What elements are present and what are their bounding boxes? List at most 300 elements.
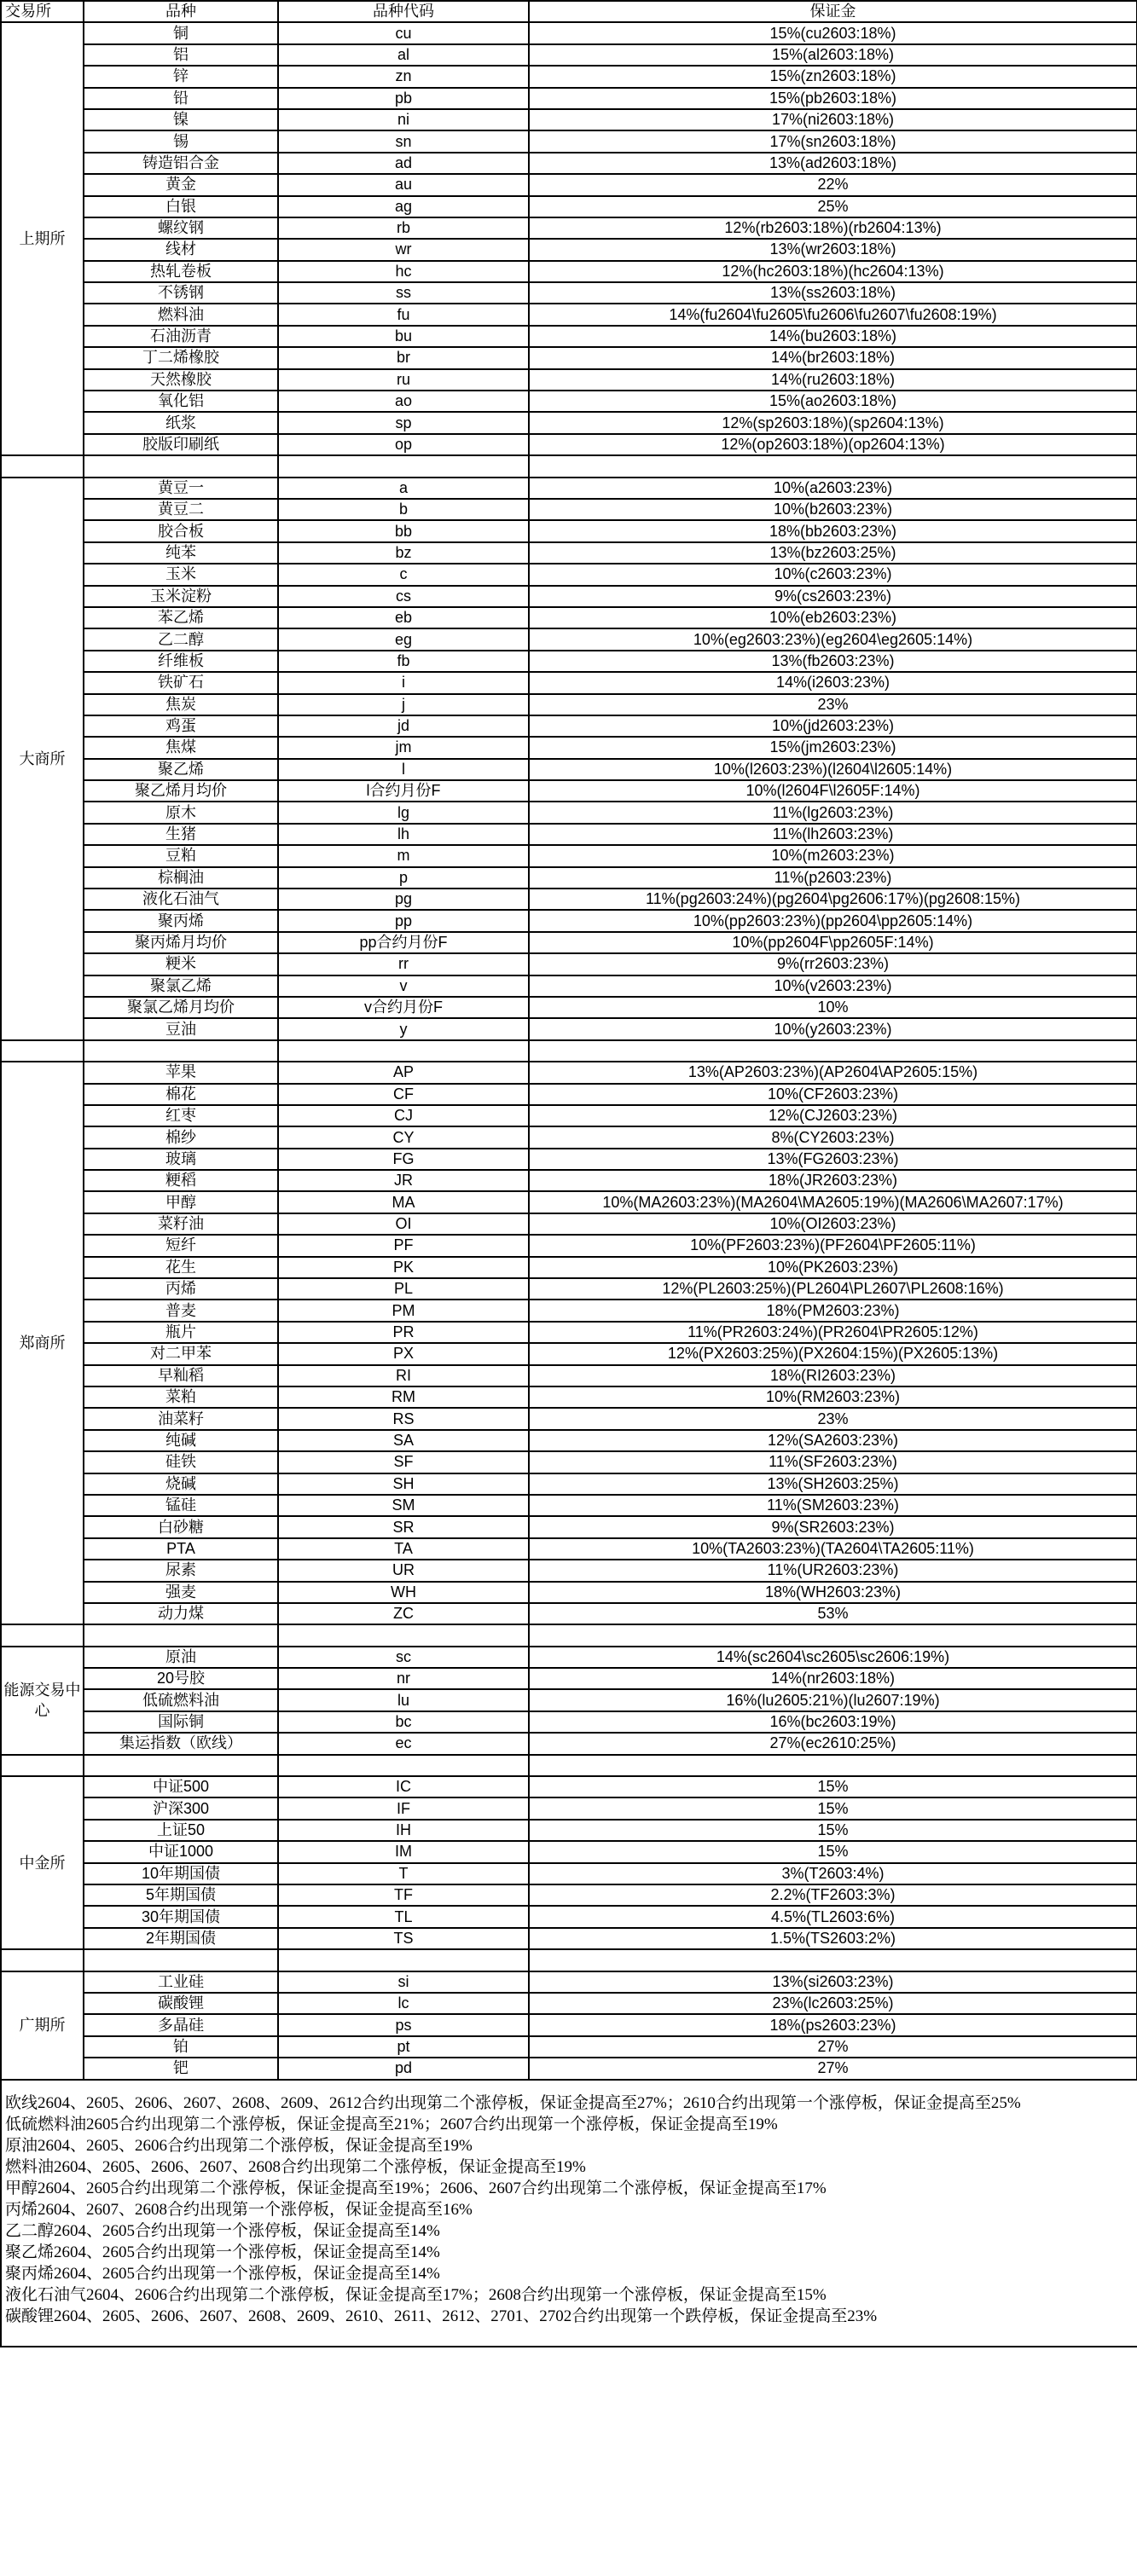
empty-cell bbox=[278, 1624, 529, 1646]
empty-cell bbox=[1, 1040, 84, 1062]
code-cell: si bbox=[278, 1971, 529, 1993]
code-cell: l bbox=[278, 759, 529, 780]
variety-cell: 铸造铝合金 bbox=[84, 153, 278, 174]
table-row bbox=[1, 628, 1137, 650]
table-row bbox=[1, 2058, 1137, 2079]
empty-cell bbox=[278, 1949, 529, 1971]
table-row bbox=[1, 1105, 1137, 1126]
variety-cell: 胶合板 bbox=[84, 520, 278, 541]
table-row bbox=[1, 1560, 1137, 1581]
separator-row bbox=[1, 1755, 1137, 1776]
note-line: 燃料油2604、2605、2606、2607、2608合约出现第二个涨停板，保证金提高至19% bbox=[5, 2157, 586, 2176]
code-cell: sp bbox=[278, 412, 529, 433]
variety-cell: 鸡蛋 bbox=[84, 715, 278, 737]
table-row bbox=[1, 975, 1137, 997]
margin-cell: 10%(PK2603:23%) bbox=[529, 1257, 1137, 1278]
margin-cell: 10%(TA2603:23%)(TA2604\TA2605:11%) bbox=[529, 1538, 1137, 1560]
note-line: 丙烯2604、2607、2608合约出现第一个涨停板，保证金提高至16% bbox=[5, 2200, 473, 2219]
table-row bbox=[1, 607, 1137, 628]
variety-cell: 普麦 bbox=[84, 1300, 278, 1321]
table-row bbox=[1, 88, 1137, 109]
variety-cell: 铜 bbox=[84, 22, 278, 43]
table-row bbox=[1, 802, 1137, 823]
variety-cell: 氧化铝 bbox=[84, 391, 278, 412]
variety-cell: 聚氯乙烯 bbox=[84, 975, 278, 997]
code-cell: pt bbox=[278, 2036, 529, 2058]
table-row bbox=[1, 1776, 1137, 1797]
code-cell: bb bbox=[278, 520, 529, 541]
code-cell: cs bbox=[278, 586, 529, 607]
table-row bbox=[1, 1884, 1137, 1906]
code-cell: lc bbox=[278, 1993, 529, 2014]
variety-cell: 苹果 bbox=[84, 1062, 278, 1083]
variety-cell: 焦炭 bbox=[84, 694, 278, 715]
margin-cell: 13%(AP2603:23%)(AP2604\AP2605:15%) bbox=[529, 1062, 1137, 1083]
code-cell: hc bbox=[278, 261, 529, 282]
margin-cell: 25% bbox=[529, 196, 1137, 217]
margin-cell: 9%(cs2603:23%) bbox=[529, 586, 1137, 607]
margin-cell: 10%(a2603:23%) bbox=[529, 478, 1137, 499]
table-row bbox=[1, 1516, 1137, 1537]
variety-cell: 油菜籽 bbox=[84, 1408, 278, 1429]
table-row bbox=[1, 1300, 1137, 1321]
variety-cell: 铂 bbox=[84, 2036, 278, 2058]
variety-cell: 聚乙烯 bbox=[84, 759, 278, 780]
table-row bbox=[1, 672, 1137, 693]
code-cell: l合约月份F bbox=[278, 780, 529, 802]
table-row bbox=[1, 1126, 1137, 1148]
margin-cell: 18%(PM2603:23%) bbox=[529, 1300, 1137, 1321]
code-cell: j bbox=[278, 694, 529, 715]
margin-cell: 13%(ss2603:18%) bbox=[529, 282, 1137, 304]
code-cell: sc bbox=[278, 1647, 529, 1668]
code-cell: rr bbox=[278, 953, 529, 975]
variety-cell: 镍 bbox=[84, 109, 278, 130]
note-line: 低硫燃料油2605合约出现第二个涨停板，保证金提高至21%；2607合约出现第一个涨停板，保证金提高至19% bbox=[5, 2115, 778, 2133]
table-row bbox=[1, 1495, 1137, 1516]
code-cell: al bbox=[278, 44, 529, 66]
exchange-cell: 广期所 bbox=[1, 1971, 84, 2080]
margin-cell: 11%(pg2603:24%)(pg2604\pg2606:17%)(pg2608:15%) bbox=[529, 889, 1137, 910]
table-row bbox=[1, 564, 1137, 585]
empty-cell bbox=[1, 1624, 84, 1646]
margin-cell: 11%(lh2603:23%) bbox=[529, 824, 1137, 845]
margin-cell: 11%(UR2603:23%) bbox=[529, 1560, 1137, 1581]
table-row bbox=[1, 239, 1137, 260]
margin-cell: 15% bbox=[529, 1820, 1137, 1841]
margin-cell: 15% bbox=[529, 1797, 1137, 1819]
variety-cell: 石油沥青 bbox=[84, 326, 278, 347]
table-row bbox=[1, 1213, 1137, 1235]
code-cell: ru bbox=[278, 369, 529, 391]
table-row bbox=[1, 824, 1137, 845]
empty-cell bbox=[84, 1624, 278, 1646]
table-row bbox=[1, 478, 1137, 499]
exchange-cell: 上期所 bbox=[1, 22, 84, 455]
code-cell: nr bbox=[278, 1668, 529, 1689]
table-row bbox=[1, 217, 1137, 239]
note-line: 原油2604、2605、2606合约出现第二个涨停板，保证金提高至19% bbox=[5, 2136, 473, 2155]
variety-cell: 烧碱 bbox=[84, 1473, 278, 1495]
variety-cell: 豆粕 bbox=[84, 845, 278, 866]
table-row bbox=[1, 1343, 1137, 1364]
margin-cell: 13%(si2603:23%) bbox=[529, 1971, 1137, 1993]
code-cell: lh bbox=[278, 824, 529, 845]
margin-cell: 16%(lu2605:21%)(lu2607:19%) bbox=[529, 1689, 1137, 1711]
variety-cell: 玉米淀粉 bbox=[84, 586, 278, 607]
variety-cell: 聚丙烯月均价 bbox=[84, 932, 278, 953]
separator-row bbox=[1, 1040, 1137, 1062]
margin-cell: 14%(ru2603:18%) bbox=[529, 369, 1137, 391]
header-exchange: 交易所 bbox=[1, 1, 84, 22]
margin-cell: 15%(cu2603:18%) bbox=[529, 22, 1137, 43]
code-cell: c bbox=[278, 564, 529, 585]
table-row bbox=[1, 1647, 1137, 1668]
variety-cell: 丙烯 bbox=[84, 1278, 278, 1300]
margin-cell: 13%(SH2603:25%) bbox=[529, 1473, 1137, 1495]
table-row bbox=[1, 867, 1137, 889]
margin-cell: 13%(ad2603:18%) bbox=[529, 153, 1137, 174]
code-cell: SH bbox=[278, 1473, 529, 1495]
margin-cell: 14%(i2603:23%) bbox=[529, 672, 1137, 693]
margin-cell: 10%(MA2603:23%)(MA2604\MA2605:19%)(MA2606\MA2607:17%) bbox=[529, 1191, 1137, 1213]
margin-cell: 3%(T2603:4%) bbox=[529, 1863, 1137, 1884]
code-cell: ni bbox=[278, 109, 529, 130]
margin-cell: 18%(JR2603:23%) bbox=[529, 1170, 1137, 1191]
code-cell: ps bbox=[278, 2014, 529, 2035]
empty-cell bbox=[1, 1755, 84, 1776]
code-cell: WH bbox=[278, 1582, 529, 1603]
header-margin: 保证金 bbox=[529, 1, 1137, 22]
table-row bbox=[1, 261, 1137, 282]
variety-cell: 钯 bbox=[84, 2058, 278, 2079]
code-cell: CJ bbox=[278, 1105, 529, 1126]
margin-cell: 10%(OI2603:23%) bbox=[529, 1213, 1137, 1235]
variety-cell: 焦煤 bbox=[84, 737, 278, 758]
margin-cell: 10%(v2603:23%) bbox=[529, 975, 1137, 997]
margin-cell: 18%(bb2603:23%) bbox=[529, 520, 1137, 541]
note-line: 甲醇2604、2605合约出现第二个涨停板，保证金提高至19%；2606、2607合约出现第二个涨停板，保证金提高至17% bbox=[5, 2179, 827, 2197]
margin-cell: 12%(PX2603:25%)(PX2604:15%)(PX2605:13%) bbox=[529, 1343, 1137, 1364]
code-cell: TL bbox=[278, 1906, 529, 1927]
table-row bbox=[1, 780, 1137, 802]
margin-cell: 15%(jm2603:23%) bbox=[529, 737, 1137, 758]
table-row bbox=[1, 737, 1137, 758]
margin-cell: 12%(rb2603:18%)(rb2604:13%) bbox=[529, 217, 1137, 239]
variety-cell: 玻璃 bbox=[84, 1149, 278, 1170]
code-cell: lu bbox=[278, 1689, 529, 1711]
code-cell: zn bbox=[278, 66, 529, 87]
code-cell: pp合约月份F bbox=[278, 932, 529, 953]
variety-cell: 纸浆 bbox=[84, 412, 278, 433]
margin-cell: 2.2%(TF2603:3%) bbox=[529, 1884, 1137, 1906]
table-row bbox=[1, 1906, 1137, 1927]
variety-cell: 5年期国债 bbox=[84, 1884, 278, 1906]
separator-row bbox=[1, 1949, 1137, 1971]
margin-cell: 14%(br2603:18%) bbox=[529, 347, 1137, 368]
table-row bbox=[1, 1668, 1137, 1689]
table-row bbox=[1, 1386, 1137, 1408]
table-row bbox=[1, 412, 1137, 433]
variety-cell: 黄金 bbox=[84, 174, 278, 195]
margin-cell: 9%(SR2603:23%) bbox=[529, 1516, 1137, 1537]
variety-cell: 30年期国债 bbox=[84, 1906, 278, 1927]
table-row bbox=[1, 586, 1137, 607]
code-cell: SF bbox=[278, 1451, 529, 1473]
table-row bbox=[1, 434, 1137, 455]
code-cell: RS bbox=[278, 1408, 529, 1429]
table-row bbox=[1, 1841, 1137, 1862]
code-cell: i bbox=[278, 672, 529, 693]
margin-cell: 10%(y2603:23%) bbox=[529, 1018, 1137, 1039]
table-row bbox=[1, 997, 1137, 1018]
code-cell: pb bbox=[278, 88, 529, 109]
empty-cell bbox=[529, 1624, 1137, 1646]
code-cell: pp bbox=[278, 910, 529, 931]
variety-cell: 多晶硅 bbox=[84, 2014, 278, 2035]
variety-cell: 不锈钢 bbox=[84, 282, 278, 304]
variety-cell: 上证50 bbox=[84, 1820, 278, 1841]
table-row bbox=[1, 542, 1137, 564]
table-row bbox=[1, 1538, 1137, 1560]
variety-cell: 聚氯乙烯月均价 bbox=[84, 997, 278, 1018]
table-row bbox=[1, 1084, 1137, 1105]
note-line: 聚丙烯2604、2605合约出现第一个涨停板，保证金提高至14% bbox=[5, 2264, 440, 2283]
variety-cell: 菜籽油 bbox=[84, 1213, 278, 1235]
table-row bbox=[1, 196, 1137, 217]
variety-cell: 锰硅 bbox=[84, 1495, 278, 1516]
margin-cell: 10%(c2603:23%) bbox=[529, 564, 1137, 585]
variety-cell: 棉花 bbox=[84, 1084, 278, 1105]
code-cell: AP bbox=[278, 1062, 529, 1083]
margin-cell: 10%(RM2603:23%) bbox=[529, 1386, 1137, 1408]
margin-cell: 10% bbox=[529, 997, 1137, 1018]
variety-cell: 热轧卷板 bbox=[84, 261, 278, 282]
variety-cell: 尿素 bbox=[84, 1560, 278, 1581]
margin-cell: 18%(RI2603:23%) bbox=[529, 1365, 1137, 1386]
variety-cell: 丁二烯橡胶 bbox=[84, 347, 278, 368]
code-cell: bc bbox=[278, 1711, 529, 1733]
table-row bbox=[1, 282, 1137, 304]
variety-cell: 对二甲苯 bbox=[84, 1343, 278, 1364]
margin-cell: 12%(CJ2603:23%) bbox=[529, 1105, 1137, 1126]
code-cell: ZC bbox=[278, 1603, 529, 1624]
margin-cell: 11%(p2603:23%) bbox=[529, 867, 1137, 889]
margin-cell: 27% bbox=[529, 2058, 1137, 2079]
table-row bbox=[1, 1257, 1137, 1278]
table-row bbox=[1, 1191, 1137, 1213]
margin-cell: 12%(SA2603:23%) bbox=[529, 1430, 1137, 1451]
table-row bbox=[1, 715, 1137, 737]
variety-cell: 铁矿石 bbox=[84, 672, 278, 693]
table-row bbox=[1, 1971, 1137, 1993]
separator-row bbox=[1, 455, 1137, 477]
table-row bbox=[1, 304, 1137, 325]
margin-cell: 27%(ec2610:25%) bbox=[529, 1733, 1137, 1754]
variety-cell: 碳酸锂 bbox=[84, 1993, 278, 2014]
code-cell: lg bbox=[278, 802, 529, 823]
code-cell: SR bbox=[278, 1516, 529, 1537]
code-cell: RM bbox=[278, 1386, 529, 1408]
margin-cell: 27% bbox=[529, 2036, 1137, 2058]
margin-cell: 14%(sc2604\sc2605\sc2606:19%) bbox=[529, 1647, 1137, 1668]
code-cell: v合约月份F bbox=[278, 997, 529, 1018]
variety-cell: 国际铜 bbox=[84, 1711, 278, 1733]
margin-cell: 18%(ps2603:23%) bbox=[529, 2014, 1137, 2035]
margin-cell: 12%(sp2603:18%)(sp2604:13%) bbox=[529, 412, 1137, 433]
code-cell: eb bbox=[278, 607, 529, 628]
table-row bbox=[1, 369, 1137, 391]
code-cell: b bbox=[278, 499, 529, 520]
variety-cell: 聚丙烯 bbox=[84, 910, 278, 931]
variety-cell: 锡 bbox=[84, 130, 278, 152]
table-body bbox=[1, 22, 1137, 2079]
variety-cell: 黄豆二 bbox=[84, 499, 278, 520]
margin-cell: 23%(lc2603:25%) bbox=[529, 1993, 1137, 2014]
margin-cell: 53% bbox=[529, 1603, 1137, 1624]
table-row bbox=[1, 1603, 1137, 1624]
margin-cell: 10%(eb2603:23%) bbox=[529, 607, 1137, 628]
variety-cell: 玉米 bbox=[84, 564, 278, 585]
variety-cell: 短纤 bbox=[84, 1235, 278, 1256]
table-row bbox=[1, 66, 1137, 87]
header-row bbox=[1, 1, 1137, 22]
variety-cell: 红枣 bbox=[84, 1105, 278, 1126]
variety-cell: 线材 bbox=[84, 239, 278, 260]
code-cell: ec bbox=[278, 1733, 529, 1754]
code-cell: IH bbox=[278, 1820, 529, 1841]
variety-cell: 聚乙烯月均价 bbox=[84, 780, 278, 802]
code-cell: PM bbox=[278, 1300, 529, 1321]
code-cell: op bbox=[278, 434, 529, 455]
variety-cell: 白砂糖 bbox=[84, 1516, 278, 1537]
code-cell: PK bbox=[278, 1257, 529, 1278]
table-row bbox=[1, 694, 1137, 715]
margin-cell: 13%(wr2603:18%) bbox=[529, 239, 1137, 260]
variety-cell: 纯碱 bbox=[84, 1430, 278, 1451]
table-row bbox=[1, 953, 1137, 975]
margin-cell: 12%(op2603:18%)(op2604:13%) bbox=[529, 434, 1137, 455]
variety-cell: 中证1000 bbox=[84, 1841, 278, 1862]
variety-cell: 粳稻 bbox=[84, 1170, 278, 1191]
header-code: 品种代码 bbox=[278, 1, 529, 22]
variety-cell: 花生 bbox=[84, 1257, 278, 1278]
table-row bbox=[1, 1820, 1137, 1841]
table-row bbox=[1, 889, 1137, 910]
table-row bbox=[1, 1408, 1137, 1429]
table-row bbox=[1, 44, 1137, 66]
code-cell: p bbox=[278, 867, 529, 889]
table-row bbox=[1, 1235, 1137, 1256]
table-row bbox=[1, 1863, 1137, 1884]
code-cell: UR bbox=[278, 1560, 529, 1581]
empty-cell bbox=[529, 1755, 1137, 1776]
margin-cell: 14%(fu2604\fu2605\fu2606\fu2607\fu2608:19%) bbox=[529, 304, 1137, 325]
table-row bbox=[1, 391, 1137, 412]
margin-cell: 15%(pb2603:18%) bbox=[529, 88, 1137, 109]
code-cell: SA bbox=[278, 1430, 529, 1451]
variety-cell: 集运指数（欧线） bbox=[84, 1733, 278, 1754]
variety-cell: 铅 bbox=[84, 88, 278, 109]
code-cell: CY bbox=[278, 1126, 529, 1148]
table-row bbox=[1, 1149, 1137, 1170]
table-row bbox=[1, 1797, 1137, 1819]
code-cell: rb bbox=[278, 217, 529, 239]
header-variety: 品种 bbox=[84, 1, 278, 22]
note-line: 液化石油气2604、2606合约出现第二个涨停板，保证金提高至17%；2608合约出现第一个涨停板，保证金提高至15% bbox=[5, 2285, 827, 2304]
code-cell: au bbox=[278, 174, 529, 195]
code-cell: pd bbox=[278, 2058, 529, 2079]
variety-cell: 甲醇 bbox=[84, 1191, 278, 1213]
margin-cell: 14%(nr2603:18%) bbox=[529, 1668, 1137, 1689]
code-cell: jm bbox=[278, 737, 529, 758]
variety-cell: 燃料油 bbox=[84, 304, 278, 325]
variety-cell: 2年期国债 bbox=[84, 1928, 278, 1949]
margin-cell: 1.5%(TS2603:2%) bbox=[529, 1928, 1137, 1949]
empty-cell bbox=[529, 1949, 1137, 1971]
code-cell: v bbox=[278, 975, 529, 997]
table-row bbox=[1, 651, 1137, 672]
code-cell: ad bbox=[278, 153, 529, 174]
margin-cell: 11%(PR2603:24%)(PR2604\PR2605:12%) bbox=[529, 1322, 1137, 1343]
note-line: 乙二醇2604、2605合约出现第一个涨停板，保证金提高至14% bbox=[5, 2221, 440, 2240]
code-cell: bu bbox=[278, 326, 529, 347]
margin-cell: 12%(hc2603:18%)(hc2604:13%) bbox=[529, 261, 1137, 282]
margin-cell: 10%(PF2603:23%)(PF2604\PF2605:11%) bbox=[529, 1235, 1137, 1256]
variety-cell: 乙二醇 bbox=[84, 628, 278, 650]
code-cell: ao bbox=[278, 391, 529, 412]
variety-cell: 早籼稻 bbox=[84, 1365, 278, 1386]
variety-cell: 棕榈油 bbox=[84, 867, 278, 889]
code-cell: IF bbox=[278, 1797, 529, 1819]
variety-cell: 工业硅 bbox=[84, 1971, 278, 1993]
variety-cell: 中证500 bbox=[84, 1776, 278, 1797]
table-row bbox=[1, 1993, 1137, 2014]
margin-cell: 8%(CY2603:23%) bbox=[529, 1126, 1137, 1148]
table-row bbox=[1, 1278, 1137, 1300]
empty-cell bbox=[1, 455, 84, 477]
empty-cell bbox=[529, 455, 1137, 477]
variety-cell: 20号胶 bbox=[84, 1668, 278, 1689]
margin-cell: 17%(ni2603:18%) bbox=[529, 109, 1137, 130]
note-line: 欧线2604、2605、2606、2607、2608、2609、2612合约出现第二个涨停板，保证金提高至27%；2610合约出现第一个涨停板，保证金提高至25% bbox=[5, 2093, 1021, 2112]
margin-cell: 13%(fb2603:23%) bbox=[529, 651, 1137, 672]
margin-cell: 18%(WH2603:23%) bbox=[529, 1582, 1137, 1603]
margin-cell: 10%(b2603:23%) bbox=[529, 499, 1137, 520]
exchange-cell: 中金所 bbox=[1, 1776, 84, 1949]
code-cell: FG bbox=[278, 1149, 529, 1170]
exchange-cell: 能源交易中心 bbox=[1, 1647, 84, 1755]
code-cell: RI bbox=[278, 1365, 529, 1386]
margin-cell: 10%(pp2603:23%)(pp2604\pp2605:14%) bbox=[529, 910, 1137, 931]
table-row bbox=[1, 1018, 1137, 1039]
variety-cell: 液化石油气 bbox=[84, 889, 278, 910]
margin-cell: 16%(bc2603:19%) bbox=[529, 1711, 1137, 1733]
variety-cell: 锌 bbox=[84, 66, 278, 87]
code-cell: m bbox=[278, 845, 529, 866]
table-row bbox=[1, 1170, 1137, 1191]
variety-cell: 强麦 bbox=[84, 1582, 278, 1603]
variety-cell: 生猪 bbox=[84, 824, 278, 845]
table-row bbox=[1, 499, 1137, 520]
code-cell: SM bbox=[278, 1495, 529, 1516]
code-cell: TF bbox=[278, 1884, 529, 1906]
variety-cell: 纤维板 bbox=[84, 651, 278, 672]
variety-cell: 螺纹钢 bbox=[84, 217, 278, 239]
code-cell: PX bbox=[278, 1343, 529, 1364]
table-row bbox=[1, 2014, 1137, 2035]
table-row bbox=[1, 910, 1137, 931]
